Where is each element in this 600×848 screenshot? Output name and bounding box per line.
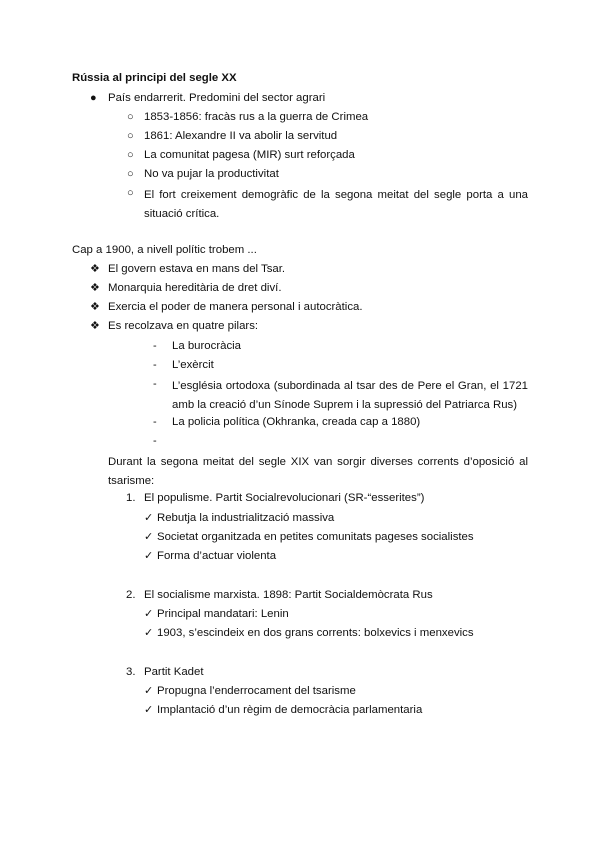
bullet-circle-icon: ○ [127,130,134,142]
current-point: Implantació d’un règim de democràcia parlamentaria [157,704,423,716]
page-title: Rússia al principi del segle XX [72,72,237,84]
current-number: 2. [126,589,136,601]
opposition-intro: Durant la segona meitat del segle XIX van sorgir diverses corrents d’oposició al tsarisme: [108,456,528,487]
check-icon: ✓ [144,512,154,524]
bullet-dash-icon: - [153,340,157,352]
sub-item: No va pujar la productivitat [144,168,279,180]
bullet-diamond-icon: ❖ [90,282,100,294]
current-point: Forma d’actuar violenta [157,550,277,562]
current-number: 3. [126,666,136,678]
pillar-item: La burocràcia [172,340,242,352]
main-item: País endarrerit. Predomini del sector agrari [108,92,326,104]
bullet-dash-icon: - [153,435,157,447]
pillar-item: L’església ortodoxa (subordinada al tsar des de Pere el Gran, el 1721 amb la creació d’un Sínode Suprem i la supressió del Patriarca Rus) [172,380,528,411]
bullet-diamond-icon: ❖ [90,301,100,313]
political-item: El govern estava en mans del Tsar. [108,263,286,275]
current-point: Societat organitzada en petites comunitats pageses socialistes [157,531,474,543]
sub-item: La comunitat pagesa (MIR) surt reforçada [144,149,355,161]
current-name: Partit Kadet [144,666,204,678]
bullet-circle-icon: ○ [127,168,134,180]
bullet-circle-icon: ○ [127,149,134,161]
check-icon: ✓ [144,550,154,562]
bullet-circle-icon: ○ [127,187,134,199]
political-item: Exercia el poder de manera personal i autocràtica. [108,301,363,313]
check-icon: ✓ [144,704,154,716]
current-name: El populisme. Partit Socialrevolucionari (SR-“esserites”) [144,492,425,504]
check-icon: ✓ [144,685,154,697]
political-item: Monarquia hereditària de dret diví. [108,282,282,294]
bullet-diamond-icon: ❖ [90,320,100,332]
bullet-circle-icon: ○ [127,111,134,123]
sub-item: 1861: Alexandre II va abolir la servitud [144,130,338,142]
pillar-item: La policia política (Okhranka, creada cap a 1880) [172,416,421,428]
bullet-diamond-icon: ❖ [90,263,100,275]
current-number: 1. [126,492,136,504]
pillar-item: L’exèrcit [172,359,214,371]
current-point: Rebutja la industrialització massiva [157,512,335,524]
check-icon: ✓ [144,608,154,620]
current-point: 1903, s’escindeix en dos grans corrents: bolxevics i menxevics [157,627,474,639]
bullet-dot-icon: ● [90,92,97,104]
current-name: El socialisme marxista. 1898: Partit Socialdemòcrata Rus [144,589,433,601]
current-point: Principal mandatari: Lenin [157,608,289,620]
bullet-dash-icon: - [153,378,157,390]
intro-1900: Cap a 1900, a nivell polític trobem ... [72,244,257,256]
sub-item: 1853-1856: fracàs rus a la guerra de Crimea [144,111,369,123]
bullet-dash-icon: - [153,359,157,371]
check-icon: ✓ [144,531,154,543]
bullet-dash-icon: - [153,416,157,428]
current-point: Propugna l’enderrocament del tsarisme [157,685,356,697]
check-icon: ✓ [144,627,154,639]
sub-item: El fort creixement demogràfic de la segona meitat del segle porta a una situació crítica. [144,189,528,220]
political-item: Es recolzava en quatre pilars: [108,320,259,332]
